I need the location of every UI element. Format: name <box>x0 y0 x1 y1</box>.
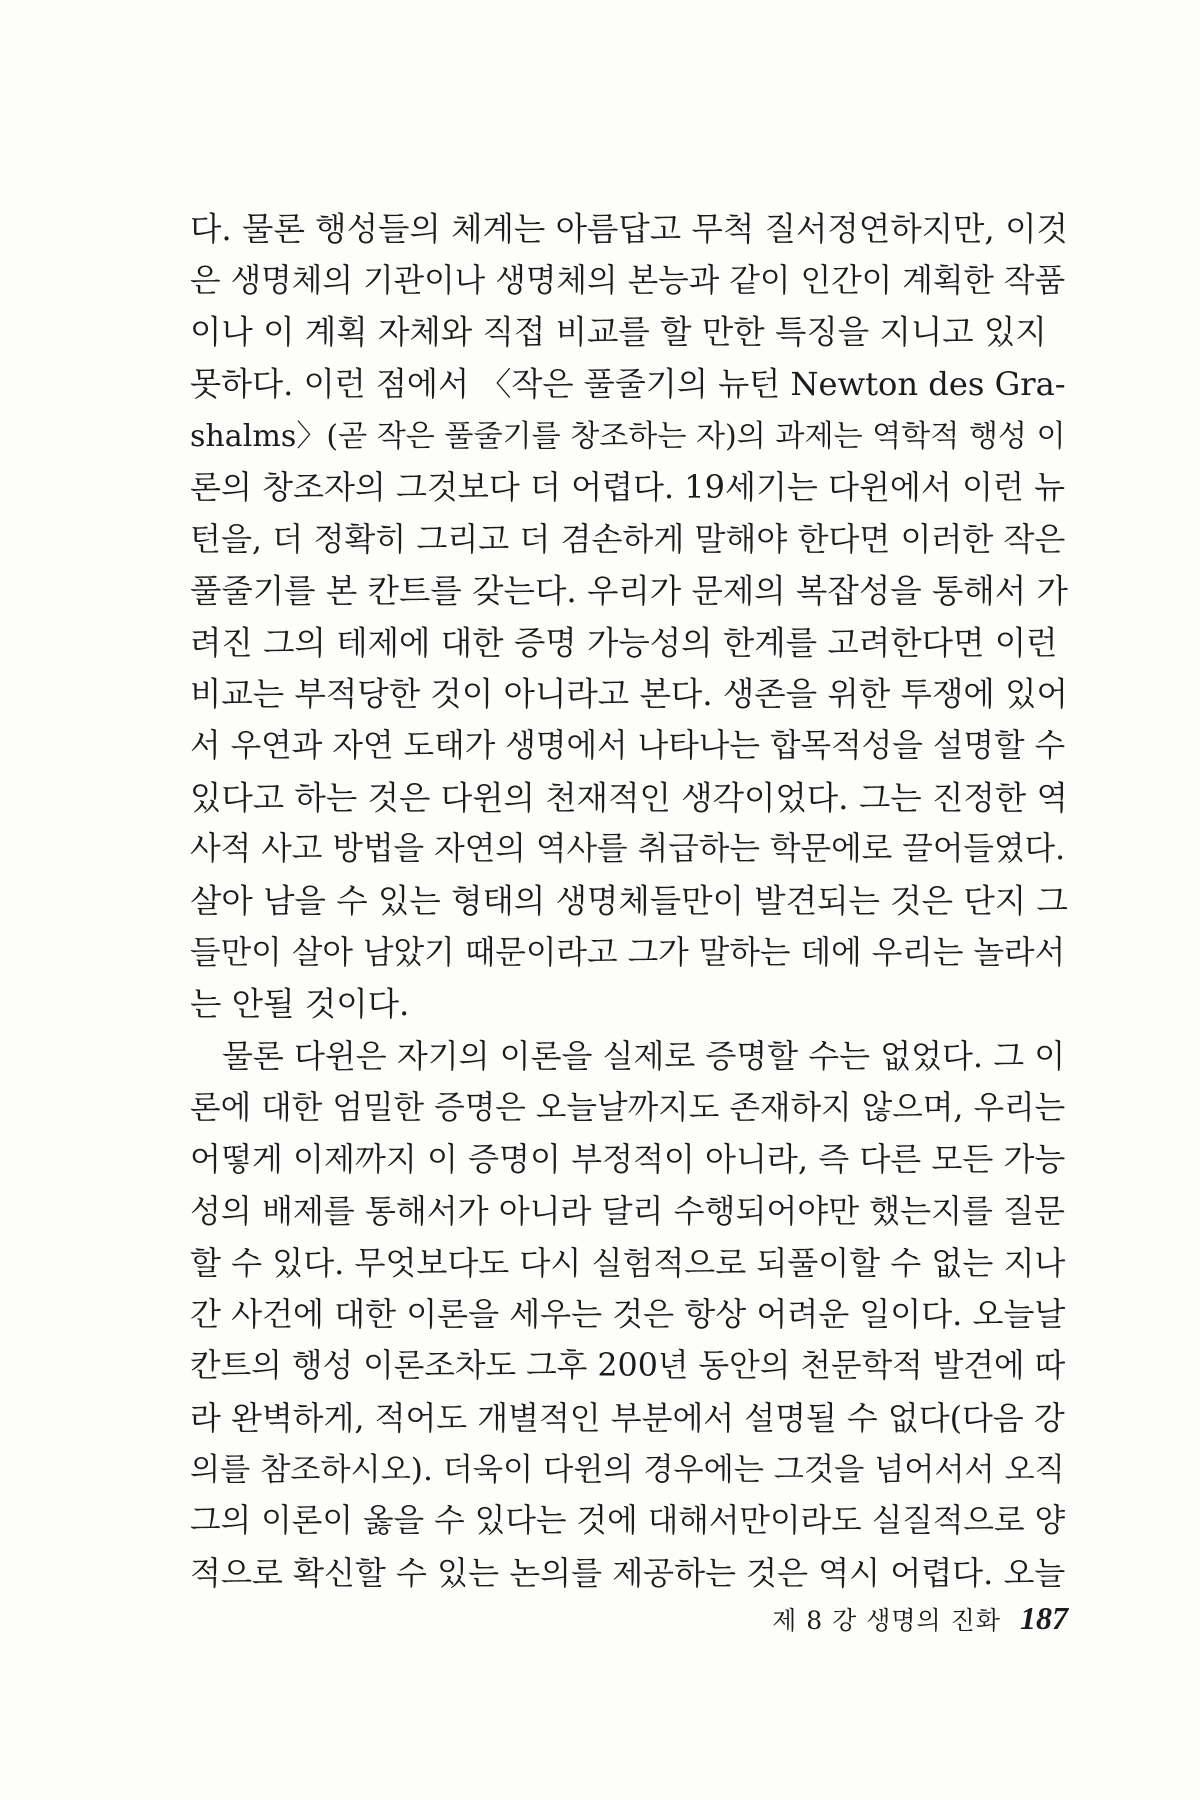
text-line: 그의 이론이 옳을 수 있다는 것에 대해서만이라도 실질적으로 양 <box>190 1503 1066 1540</box>
running-head: 제 8 강 생명의 진화 <box>772 1606 1001 1635</box>
text-line: 성의 배제를 통해서가 아니라 달리 수행되어야만 했는지를 질문 <box>190 1192 1065 1231</box>
text-line: 라 완벽하게, 적어도 개별적인 부분에서 설명될 수 없다(다음 강 <box>190 1398 1065 1437</box>
text-line: 할 수 있다. 무엇보다도 다시 실험적으로 되풀이할 수 없는 지나 <box>190 1243 1066 1282</box>
text-line: 론에 대한 엄밀한 증명은 오늘날까지도 존재하지 않으며, 우리는 <box>190 1089 1066 1126</box>
text-line: 은 생명체의 기관이나 생명체의 본능과 같이 인간이 계획한 작품 <box>190 262 1066 299</box>
text-line: 의를 참조하시오). 더욱이 다윈의 경우에는 그것을 넘어서서 오직 <box>190 1451 1065 1488</box>
paragraph-2 <box>190 1031 1070 1600</box>
text-line: 다. 물론 행성들의 체계는 아름답고 무척 질서정연하지만, 이것 <box>190 210 1068 248</box>
text-line: 있다고 하는 것은 다윈의 천재적인 생각이었다. 그는 진정한 역 <box>190 778 1068 817</box>
paragraph-1 <box>190 204 1070 1031</box>
text-line: 칸트의 행성 이론조차도 그후 200년 동안의 천문학적 발견에 따 <box>190 1348 1066 1385</box>
text-line: 론의 창조자의 그것보다 더 어렵다. 19세기는 다윈에서 이런 뉴 <box>190 468 1066 507</box>
text-line: 적으로 확신할 수 있는 논의를 제공하는 것은 역시 어렵다. 오늘 <box>190 1553 1066 1592</box>
text-line: 들만이 살아 남았기 때문이라고 그가 말하는 데에 우리는 놀라서 <box>190 934 1066 971</box>
text-line: shalms〉(곧 작은 풀줄기를 창조하는 자)의 과제는 역학적 행성 이 <box>190 418 1066 454</box>
text-line: 비교는 부적당한 것이 아니라고 본다. 생존을 위한 투쟁에 있어 <box>190 675 1068 714</box>
page-number: 187 <box>1020 1600 1068 1636</box>
body-text <box>190 204 1070 1600</box>
text-line: 물론 다윈은 자기의 이론을 실제로 증명할 수는 없었다. 그 이 <box>222 1037 1066 1075</box>
text-line: 사적 사고 방법을 자연의 역사를 취급하는 학문에로 끌어들였다. <box>190 831 1066 868</box>
text-line: 서 우연과 자연 도태가 생명에서 나타나는 합목적성을 설명할 수 <box>190 727 1066 764</box>
text-line: 이나 이 계획 자체와 직접 비교를 할 만한 특징을 지니고 있지 <box>190 313 1047 352</box>
text-line: 려진 그의 테제에 대한 증명 가능성의 한계를 고려한다면 이런 <box>190 623 1058 662</box>
text-line: 는 안될 것이다. <box>190 985 410 1024</box>
text-line: 살아 남을 수 있는 형태의 생명체들만이 발견되는 것은 단지 그 <box>190 881 1068 920</box>
text-line: 풀줄기를 본 칸트를 갖는다. 우리가 문제의 복잡성을 통해서 가 <box>190 571 1068 610</box>
text-line: 어떻게 이제까지 이 증명이 부정적이 아니라, 즉 다른 모든 가능 <box>190 1140 1066 1179</box>
text-line: 못하다. 이런 점에서 〈작은 풀줄기의 뉴턴 Newton des Gra- <box>190 365 1066 404</box>
text-line: 턴을, 더 정확히 그리고 더 겸손하게 말해야 한다면 이러한 작은 <box>190 520 1066 559</box>
page-footer <box>772 1600 1068 1637</box>
text-line: 간 사건에 대한 이론을 세우는 것은 항상 어려운 일이다. 오늘날 <box>190 1295 1066 1334</box>
